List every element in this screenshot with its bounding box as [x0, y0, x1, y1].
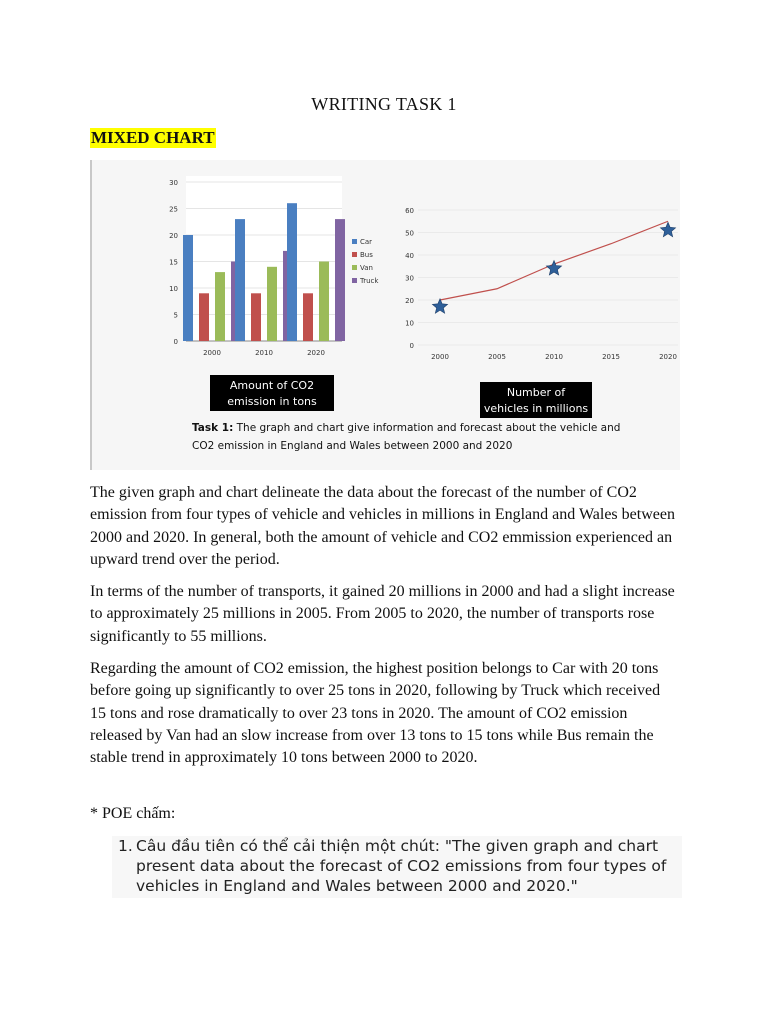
legend-swatch-van: [352, 265, 357, 270]
bar-y-tick-label: 15: [169, 258, 178, 267]
bar-bus-2020: [303, 293, 313, 341]
line-x-tick-label: 2010: [545, 353, 563, 361]
line-y-tick-label: 0: [409, 342, 414, 350]
line-x-tick-label: 2020: [659, 353, 677, 361]
line-chart-title-line1: Number of: [506, 386, 566, 399]
page-title: WRITING TASK 1: [311, 94, 457, 114]
legend-swatch-car: [352, 239, 357, 244]
section-heading: MIXED CHART: [91, 128, 215, 147]
bar-x-tick-label: 2000: [203, 349, 221, 357]
poe-label: * POE chấm:: [90, 805, 176, 822]
bar-van-2010: [267, 267, 277, 341]
legend-swatch-bus: [352, 252, 357, 257]
bar-y-tick-label: 10: [169, 285, 178, 293]
bar-chart: [169, 176, 379, 357]
line-chart-title-line2: vehicles in millions: [483, 402, 589, 415]
bar-y-tick-label: 0: [173, 338, 178, 346]
bar-y-tick-label: 25: [169, 205, 178, 214]
bar-plot-area: [186, 176, 342, 341]
paragraph-3: Regarding the amount of CO2 emission, the highest position belongs to Car with 20 tons before going up significantly to over 25 tons in 2020, following by Truck which received 15 tons and rose dramatically to over 23 tons in 2020. The amount of CO2 emission released by Van had an slow increase from over 13 tons to 15 tons while Bus remain the stable trend in approximately 10 tons between 2000 to 2020.: [90, 660, 661, 767]
bar-car-2020: [287, 203, 297, 341]
list-item: [112, 836, 678, 896]
line-y-tick-label: 20: [405, 297, 414, 305]
line-x-tick-label: 2000: [431, 353, 449, 361]
legend-label-van: Van: [360, 264, 373, 272]
figure-caption-line1: Task 1: The graph and chart give information and forecast about the vehicle and: [192, 422, 621, 434]
bar-chart-title-line2: emission in tons: [227, 395, 317, 408]
bar-car-2010: [235, 219, 245, 341]
line-x-tick-label: 2005: [488, 353, 506, 361]
legend-label-car: Car: [360, 238, 373, 246]
list-item-text: Câu đầu tiên có thể cải thiện một chút: "The given graph and chart present data about the forecast of CO2 emissions from four types of vehicles in England and Wales between 2000 and 2020.": [136, 837, 667, 895]
line-y-tick-label: 10: [405, 319, 414, 328]
line-y-tick-label: 40: [405, 252, 414, 260]
bar-x-tick-label: 2010: [255, 349, 273, 357]
line-y-tick-label: 50: [405, 229, 414, 238]
list-item-number: 1.: [118, 837, 133, 855]
line-x-tick-label: 2015: [602, 353, 620, 361]
bar-y-tick-label: 5: [173, 311, 178, 320]
mixed-chart-figure: [90, 160, 680, 470]
mixed-chart-svg: [90, 160, 680, 470]
star-marker-2020: [660, 222, 675, 236]
bar-y-tick-label: 20: [169, 232, 178, 240]
bar-x-tick-label: 2020: [307, 349, 325, 357]
bar-car-2000: [183, 235, 193, 341]
line-chart: [405, 207, 678, 361]
legend-swatch-truck: [352, 278, 357, 283]
bar-bus-2010: [251, 293, 261, 341]
legend-label-bus: Bus: [360, 251, 373, 259]
bar-chart-title-line1: Amount of CO2: [229, 379, 315, 392]
paragraph-2: In terms of the number of transports, it gained 20 millions in 2000 and had a slight increase to approximately 25 millions in 2005. From 2005 to 2020, the number of transports rose significantly to 55 millions.: [90, 583, 675, 645]
paragraph-1: The given graph and chart delineate the data about the forecast of the number of CO2 emission from four types of vehicle and vehicles in millions in England and Wales between 2000 and 2020. In general, both the amount of vehicle and CO2 emmission experienced an upward trend over the period.: [90, 484, 675, 568]
bar-van-2020: [319, 262, 329, 342]
star-marker-2000: [432, 299, 447, 313]
legend-label-truck: Truck: [360, 277, 379, 285]
figure-caption-line2: CO2 emission in England and Wales between 2000 and 2020: [192, 440, 513, 452]
bar-bus-2000: [199, 293, 209, 341]
line-y-tick-label: 30: [405, 274, 414, 283]
line-y-tick-label: 60: [405, 207, 414, 215]
bar-van-2000: [215, 272, 225, 341]
bar-truck-2020: [335, 219, 345, 341]
bar-y-tick-label: 30: [169, 179, 178, 187]
numbered-list: [112, 836, 682, 898]
